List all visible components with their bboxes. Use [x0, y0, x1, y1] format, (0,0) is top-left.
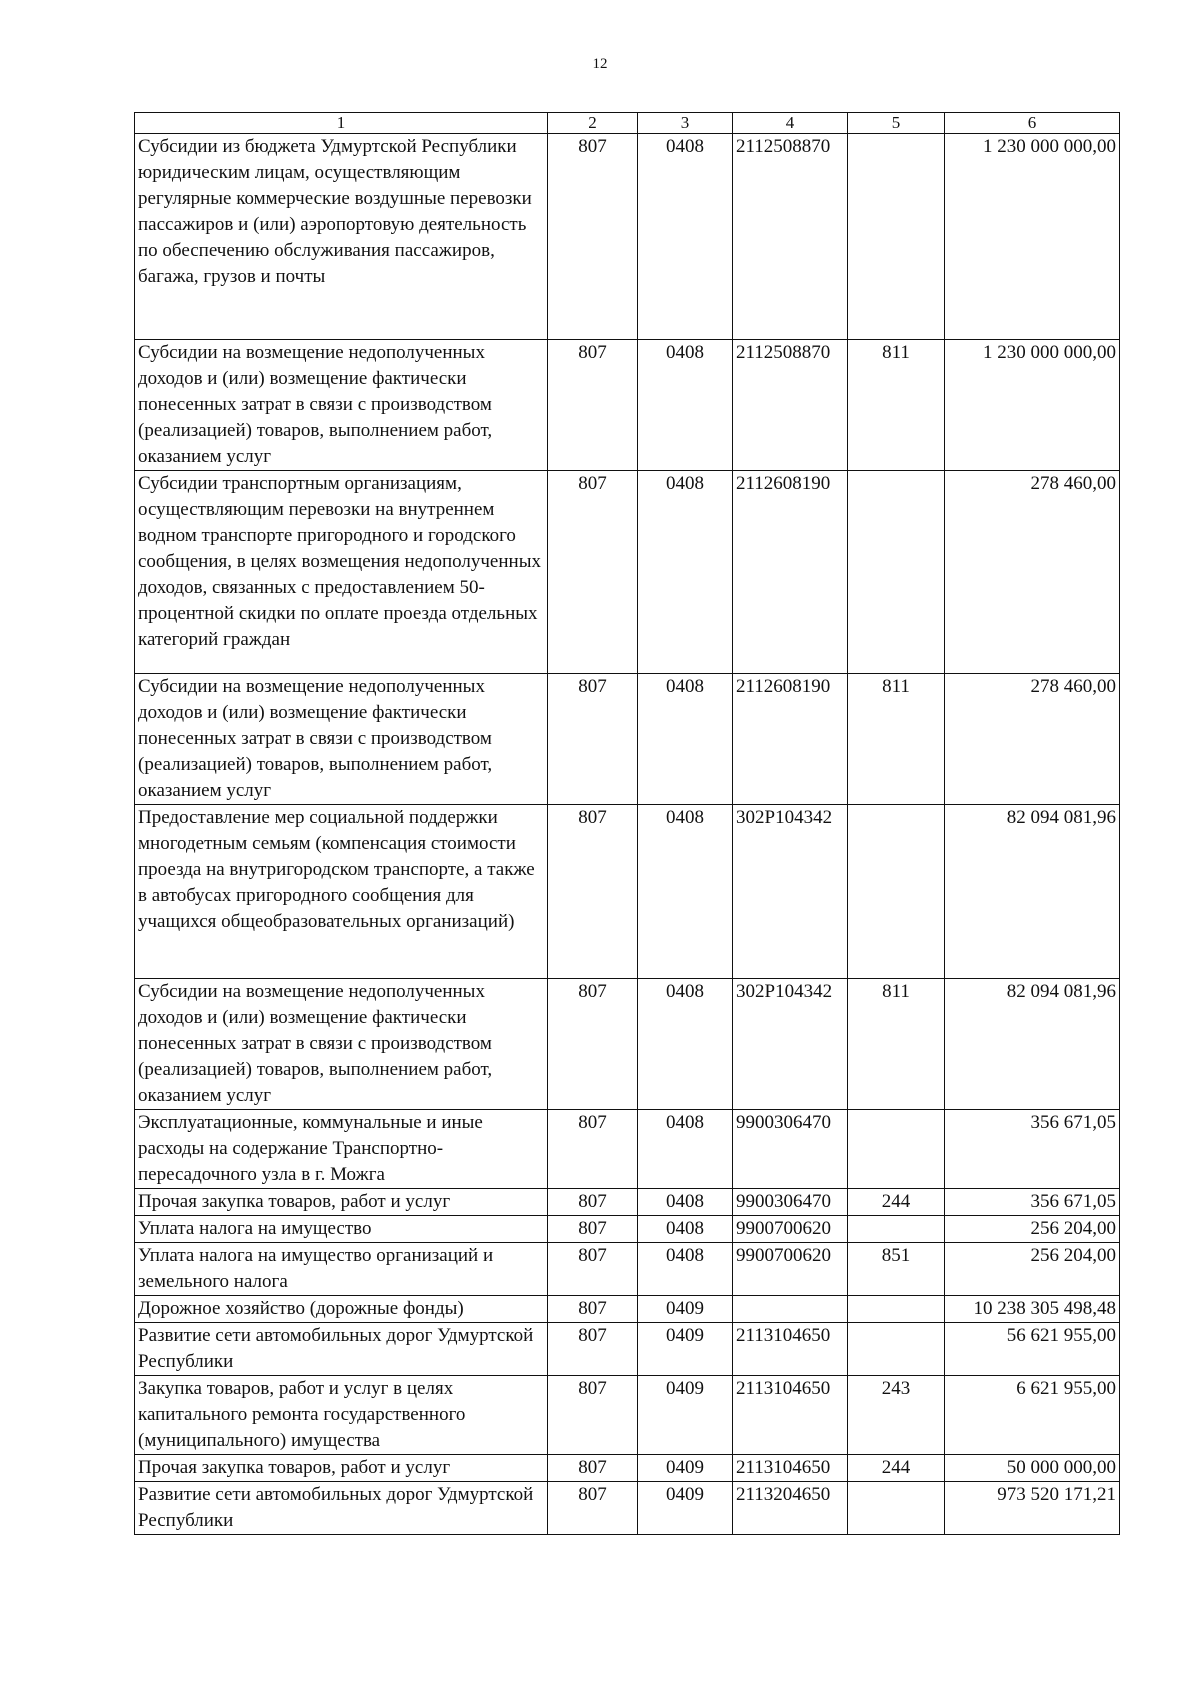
target-article-cell [733, 1296, 848, 1323]
target-article-cell: 9900306470 [733, 1189, 848, 1216]
expense-type-cell [848, 1482, 945, 1535]
budget-table [134, 112, 1120, 1535]
amount-cell: 10 238 305 498,48 [945, 1296, 1120, 1323]
expense-type-cell [848, 1323, 945, 1376]
target-article-cell: 2113104650 [733, 1323, 848, 1376]
section-code-cell: 0408 [638, 1243, 733, 1296]
column-header: 5 [848, 113, 945, 134]
section-code-cell: 0408 [638, 471, 733, 674]
table-row [135, 1376, 1120, 1455]
amount-cell: 1 230 000 000,00 [945, 134, 1120, 340]
amount-cell: 56 621 955,00 [945, 1323, 1120, 1376]
section-code-cell: 0408 [638, 340, 733, 471]
table-header-row [135, 113, 1120, 134]
ved-code-cell: 807 [548, 1323, 638, 1376]
amount-cell: 82 094 081,96 [945, 979, 1120, 1110]
expense-type-cell [848, 1296, 945, 1323]
ved-code-cell: 807 [548, 805, 638, 979]
row-name-cell: Субсидии на возмещение недополученных доходов и (или) возмещение фактически понесенных затрат в связи с производством (реализацией) товаров, выполнением работ, оказанием услуг [135, 979, 548, 1110]
expense-type-cell: 811 [848, 340, 945, 471]
ved-code-cell: 807 [548, 1243, 638, 1296]
column-header: 6 [945, 113, 1120, 134]
table-row [135, 674, 1120, 805]
table-row [135, 471, 1120, 674]
amount-cell: 356 671,05 [945, 1110, 1120, 1189]
amount-cell: 278 460,00 [945, 674, 1120, 805]
section-code-cell: 0408 [638, 1110, 733, 1189]
table-row [135, 340, 1120, 471]
expense-type-cell [848, 1110, 945, 1189]
table-row [135, 1189, 1120, 1216]
expense-type-cell: 244 [848, 1455, 945, 1482]
row-name-cell: Субсидии из бюджета Удмуртской Республики юридическим лицам, осуществляющим регулярные коммерческие воздушные перевозки пассажиров и (или) аэропортовую деятельность по обеспечению обслуживания пассажиров, багажа, грузов и почты [135, 134, 548, 340]
row-name-cell: Дорожное хозяйство (дорожные фонды) [135, 1296, 548, 1323]
table-row [135, 1216, 1120, 1243]
row-name-cell: Эксплуатационные, коммунальные и иные расходы на содержание Транспортно-пересадочного узла в г. Можга [135, 1110, 548, 1189]
target-article-cell: 2112508870 [733, 340, 848, 471]
expense-type-cell: 244 [848, 1189, 945, 1216]
section-code-cell: 0408 [638, 1189, 733, 1216]
row-name-cell: Субсидии транспортным организациям, осуществляющим перевозки на внутреннем водном транспорте пригородного и городского сообщения, в целях возмещения недополученных доходов, связанных с предоставлением 50-процентной скидки по оплате проезда отдельных категорий граждан [135, 471, 548, 674]
column-header: 4 [733, 113, 848, 134]
table-row [135, 1243, 1120, 1296]
table-row [135, 1296, 1120, 1323]
target-article-cell: 302P104342 [733, 979, 848, 1110]
column-header: 2 [548, 113, 638, 134]
row-name-cell: Закупка товаров, работ и услуг в целях капитального ремонта государственного (муниципального) имущества [135, 1376, 548, 1455]
target-article-cell: 2112508870 [733, 134, 848, 340]
target-article-cell: 302P104342 [733, 805, 848, 979]
row-name-cell: Уплата налога на имущество [135, 1216, 548, 1243]
ved-code-cell: 807 [548, 1482, 638, 1535]
target-article-cell: 9900306470 [733, 1110, 848, 1189]
target-article-cell: 2113104650 [733, 1376, 848, 1455]
table-row [135, 134, 1120, 340]
table-row [135, 1482, 1120, 1535]
ved-code-cell: 807 [548, 1296, 638, 1323]
expense-type-cell [848, 805, 945, 979]
amount-cell: 82 094 081,96 [945, 805, 1120, 979]
row-name-cell: Предоставление мер социальной поддержки многодетным семьям (компенсация стоимости проезда на внутригородском транспорте, а также в автобусах пригородного сообщения для учащихся общеобразовательных организаций) [135, 805, 548, 979]
table-row [135, 979, 1120, 1110]
amount-cell: 278 460,00 [945, 471, 1120, 674]
column-header: 3 [638, 113, 733, 134]
ved-code-cell: 807 [548, 674, 638, 805]
row-name-cell: Развитие сети автомобильных дорог Удмуртской Республики [135, 1482, 548, 1535]
table-row [135, 1110, 1120, 1189]
amount-cell: 6 621 955,00 [945, 1376, 1120, 1455]
target-article-cell: 9900700620 [733, 1243, 848, 1296]
row-name-cell: Субсидии на возмещение недополученных доходов и (или) возмещение фактически понесенных затрат в связи с производством (реализацией) товаров, выполнением работ, оказанием услуг [135, 340, 548, 471]
section-code-cell: 0409 [638, 1376, 733, 1455]
expense-type-cell: 243 [848, 1376, 945, 1455]
amount-cell: 256 204,00 [945, 1243, 1120, 1296]
target-article-cell: 2112608190 [733, 674, 848, 805]
table-row [135, 1323, 1120, 1376]
ved-code-cell: 807 [548, 1216, 638, 1243]
section-code-cell: 0409 [638, 1455, 733, 1482]
section-code-cell: 0409 [638, 1482, 733, 1535]
ved-code-cell: 807 [548, 1189, 638, 1216]
ved-code-cell: 807 [548, 979, 638, 1110]
section-code-cell: 0408 [638, 979, 733, 1110]
target-article-cell: 2113204650 [733, 1482, 848, 1535]
row-name-cell: Субсидии на возмещение недополученных доходов и (или) возмещение фактически понесенных затрат в связи с производством (реализацией) товаров, выполнением работ, оказанием услуг [135, 674, 548, 805]
expense-type-cell [848, 1216, 945, 1243]
section-code-cell: 0408 [638, 805, 733, 979]
row-name-cell: Уплата налога на имущество организаций и земельного налога [135, 1243, 548, 1296]
ved-code-cell: 807 [548, 1455, 638, 1482]
amount-cell: 1 230 000 000,00 [945, 340, 1120, 471]
expense-type-cell: 851 [848, 1243, 945, 1296]
amount-cell: 973 520 171,21 [945, 1482, 1120, 1535]
section-code-cell: 0409 [638, 1296, 733, 1323]
expense-type-cell [848, 134, 945, 340]
section-code-cell: 0408 [638, 1216, 733, 1243]
target-article-cell: 9900700620 [733, 1216, 848, 1243]
ved-code-cell: 807 [548, 471, 638, 674]
section-code-cell: 0408 [638, 674, 733, 805]
row-name-cell: Прочая закупка товаров, работ и услуг [135, 1455, 548, 1482]
page-number: 12 [592, 56, 608, 72]
target-article-cell: 2113104650 [733, 1455, 848, 1482]
amount-cell: 256 204,00 [945, 1216, 1120, 1243]
table-row [135, 805, 1120, 979]
expense-type-cell: 811 [848, 674, 945, 805]
column-header: 1 [135, 113, 548, 134]
ved-code-cell: 807 [548, 1110, 638, 1189]
row-name-cell: Прочая закупка товаров, работ и услуг [135, 1189, 548, 1216]
expense-type-cell [848, 471, 945, 674]
section-code-cell: 0409 [638, 1323, 733, 1376]
section-code-cell: 0408 [638, 134, 733, 340]
target-article-cell: 2112608190 [733, 471, 848, 674]
row-name-cell: Развитие сети автомобильных дорог Удмуртской Республики [135, 1323, 548, 1376]
ved-code-cell: 807 [548, 340, 638, 471]
ved-code-cell: 807 [548, 134, 638, 340]
amount-cell: 356 671,05 [945, 1189, 1120, 1216]
expense-type-cell: 811 [848, 979, 945, 1110]
ved-code-cell: 807 [548, 1376, 638, 1455]
amount-cell: 50 000 000,00 [945, 1455, 1120, 1482]
table-row [135, 1455, 1120, 1482]
